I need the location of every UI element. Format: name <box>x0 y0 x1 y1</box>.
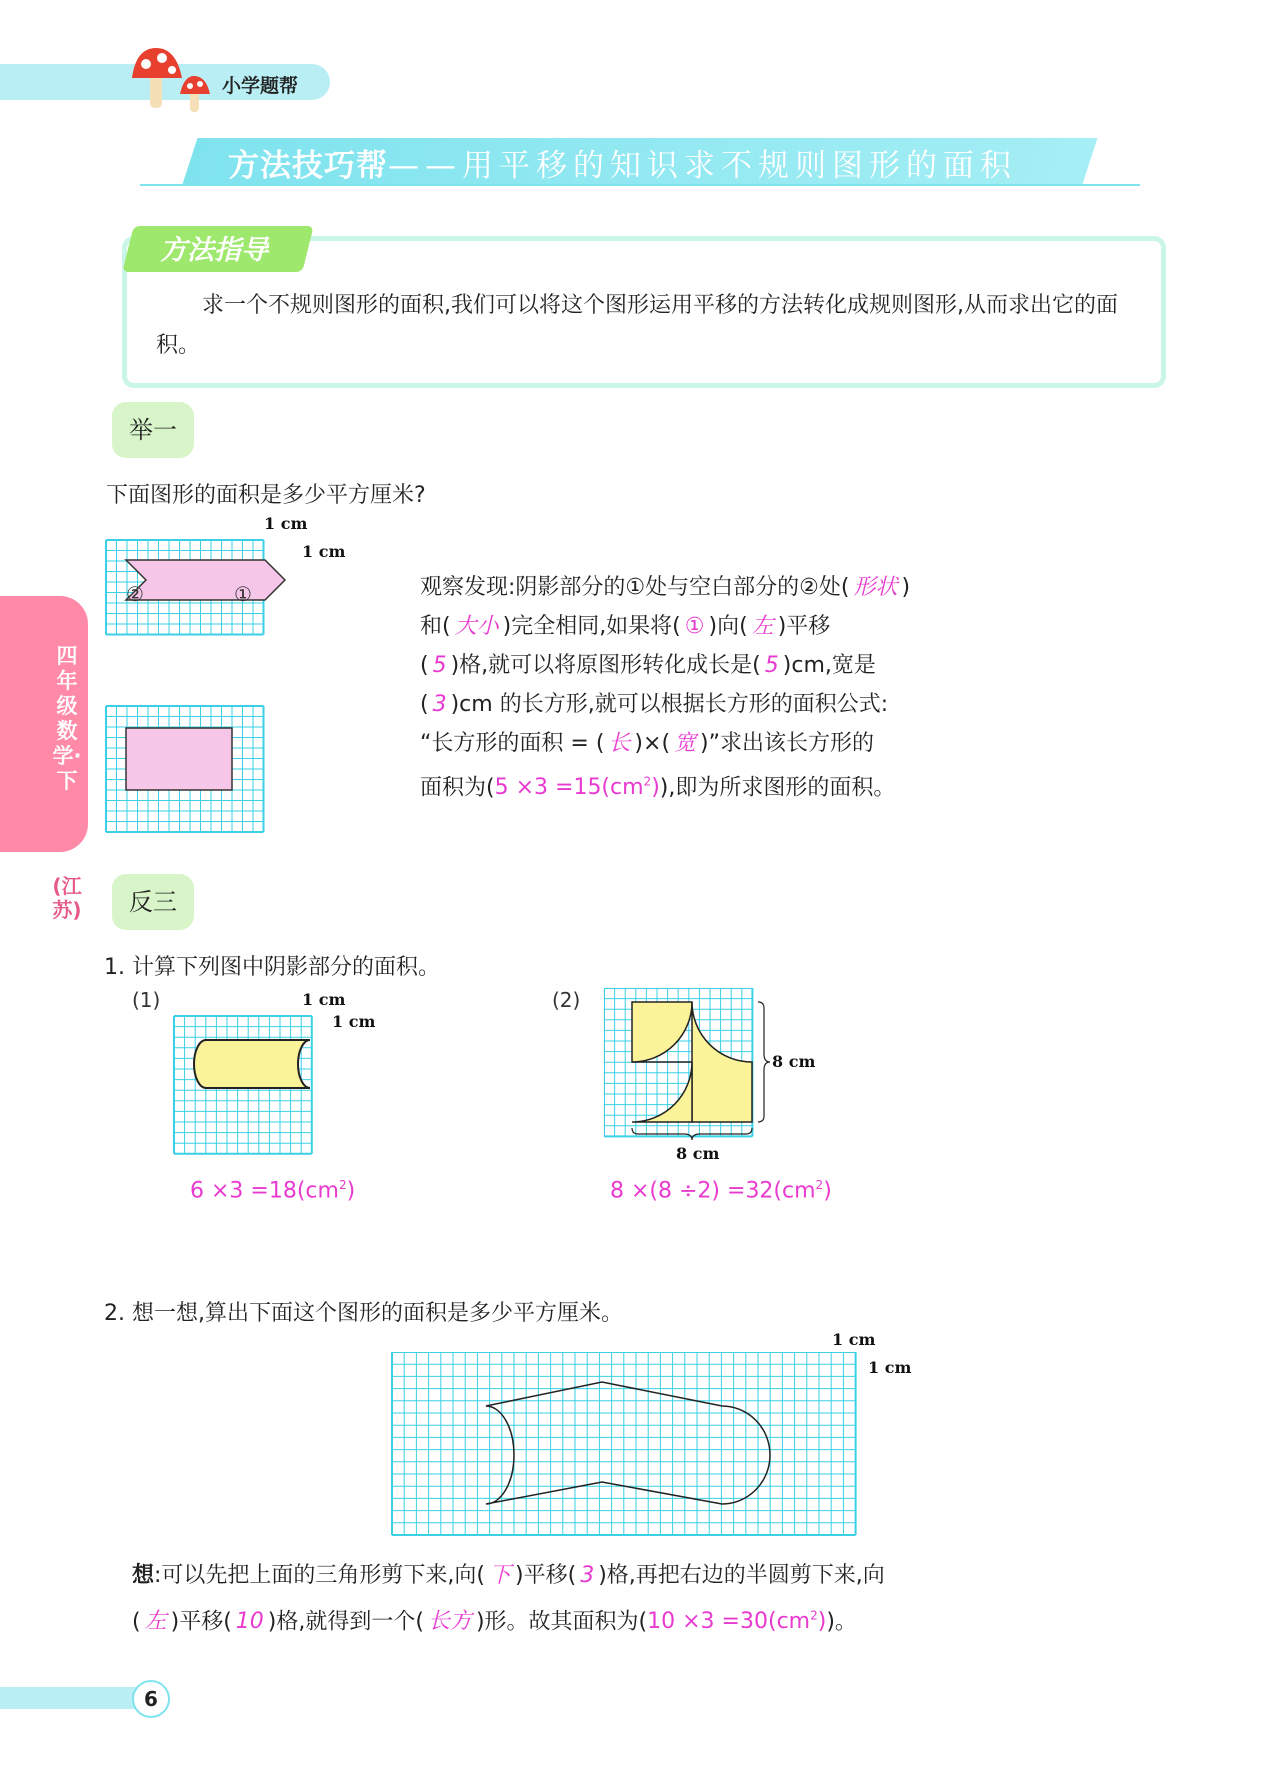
q1-part1-unit-width: 1 cm <box>302 990 346 1009</box>
answer-width: 3 <box>432 692 447 717</box>
answer-wide: 宽 <box>674 731 697 756</box>
example-unit-height: 1 cm <box>302 542 346 561</box>
example-rectangle <box>126 728 232 790</box>
mushroom-icon <box>128 44 224 116</box>
answer-steps: 5 <box>432 653 447 678</box>
q1-part2-shaded-top <box>632 1002 692 1062</box>
observation-text: 观察发现:阴影部分的①处与空白部分的②处( 形状 ) 和( 大小 )完全相同,如果将( ① )向( 左 )平移 ( 5 )格,就可以将原图形转化成长是( 5 )cm,宽是 ( 3 )cm 的长方形,就可以根据长方形的面积公式: “长方形的面积 = ( 长 )×( 宽 )”求出该长方形的 面积为$(5 \times 3 =15(cm^2))$,即为所求图形的面积。 <box>420 575 911 801</box>
q1-part2-number: (2) <box>552 988 581 1012</box>
side-tab-region: (江苏) <box>52 874 82 922</box>
method-guide-text: 求一个不规则图形的面积,我们可以将这个图形运用平移的方法转化成规则图形,从而求出它的面积。 <box>156 293 1118 358</box>
q2-unit-height: 1 cm <box>868 1358 912 1377</box>
mark-2: ② <box>126 582 144 606</box>
practice-question-1: 1. 计算下列图中阴影部分的面积。 <box>104 955 440 980</box>
q2-answer-direction-2: 左 <box>144 1609 167 1635</box>
q1-part2-height-brace <box>758 1002 770 1122</box>
answer-area: $5 \times 3 =15(cm^2)$ <box>494 775 660 801</box>
method-guide-label: 方法指导 <box>160 235 268 266</box>
example-shaded-shape <box>126 560 285 600</box>
q2-answer-area: $10 \times 3 =30(cm^2)$ <box>647 1609 827 1635</box>
q1-part2-height: 8 cm <box>772 1052 816 1071</box>
page-title <box>228 140 1017 185</box>
answer-size: 大小 <box>454 614 499 639</box>
q2-answer-direction: 下 <box>489 1563 512 1588</box>
q1-part2-shaded-bottom <box>632 1062 692 1122</box>
footer-bar <box>0 1687 150 1709</box>
example-label: 举一 <box>112 402 194 458</box>
q1-part2-width-brace <box>632 1128 752 1140</box>
q1-part1-answer: $6 \times 3 =18(cm^2)$ <box>190 1178 356 1204</box>
q1-part1-shaded-shape <box>194 1040 310 1088</box>
page-number: 6 <box>132 1680 170 1718</box>
example-unit-width: 1 cm <box>264 514 308 533</box>
answer-length: 5 <box>764 653 779 678</box>
q2-answer-shape: 长方 <box>427 1609 472 1635</box>
q1-part2-figure <box>604 988 780 1164</box>
answer-part: ① <box>684 614 705 639</box>
answer-shape: 形状 <box>853 575 898 600</box>
answer-long: 长 <box>608 731 631 756</box>
side-tab-text: 四年级数学·下 <box>52 644 82 793</box>
q2-answer-steps-2: 10 <box>235 1609 264 1635</box>
brand-name: 小学题帮 <box>222 75 299 97</box>
q2-figure <box>390 1352 866 1540</box>
mark-1: ① <box>234 582 252 606</box>
example-question: 下面图形的面积是多少平方厘米? <box>106 483 426 508</box>
q1-part1-unit-height: 1 cm <box>332 1012 376 1031</box>
q1-part2-width: 8 cm <box>676 1144 720 1163</box>
practice-label: 反三 <box>112 874 194 930</box>
q1-part2-answer: $8 \times(8 \div 2) =32(cm^2)$ <box>610 1178 832 1204</box>
q1-part1-number: (1) <box>132 988 161 1012</box>
q1-part1-figure <box>172 1008 328 1160</box>
q2-answer-steps: 3 <box>580 1563 595 1588</box>
practice-question-2: 2. 想一想,算出下面这个图形的面积是多少平方厘米。 <box>104 1301 623 1326</box>
title-sub: ——用平移的知识求不规则图形的面积 <box>388 148 1017 184</box>
example-grid-figures <box>100 510 360 862</box>
q2-think-text: 想:可以先把上面的三角形剪下来,向( 下 )平移( 3 )格,再把右边的半圆剪下来,向 ( 左 )平移( 10 )格,就得到一个( 长方 )形。故其面积为$(10 \times 3 =30(cm^2))$。 <box>132 1563 885 1635</box>
answer-direction: 左 <box>751 614 774 639</box>
title-main: 方法技巧帮 <box>228 148 388 184</box>
q2-unit-width: 1 cm <box>832 1330 876 1349</box>
